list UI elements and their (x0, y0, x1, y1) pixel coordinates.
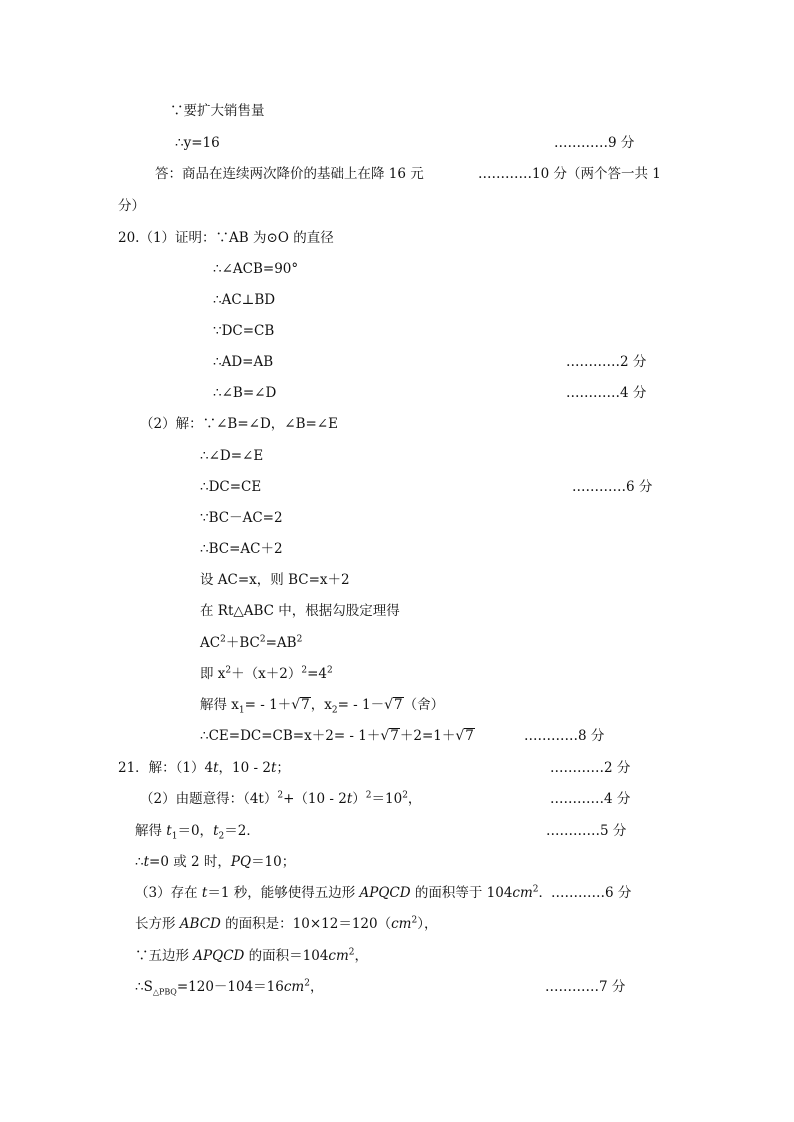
subscript: 1 (238, 705, 245, 716)
formula-part: 长方形 (135, 916, 180, 932)
formula-part: AC (200, 635, 221, 651)
unit-cm: cm (391, 916, 412, 932)
subscript: 1 (171, 831, 178, 842)
formula-part: =120－104＝16 (176, 979, 284, 995)
formula-part: ＝2． (224, 823, 260, 839)
superscript: 2 (220, 634, 226, 645)
var-t: t (213, 823, 219, 839)
superscript: 2 (259, 634, 266, 645)
formula-part: ＋2=1＋ (399, 728, 456, 744)
formula-part: +（10 - 2 (283, 791, 347, 807)
score-2b: …………2 分 (550, 760, 631, 776)
formula-part: ＋BC (225, 635, 260, 651)
radical-sign: √ (455, 728, 465, 744)
superscript: 2 (304, 978, 310, 989)
q21-part1 (118, 758, 290, 778)
score-9: …………9 分 (554, 135, 635, 151)
formula-part: ． (538, 885, 553, 901)
q21-part2 (140, 789, 421, 809)
q20-step-f: ∴∠D=∠E (200, 448, 264, 464)
formula-part: = - 1－ (337, 697, 385, 713)
formula-part: ， (354, 948, 369, 964)
superscript: 2 (365, 790, 372, 801)
superscript: 2 (411, 915, 418, 926)
q20-step-o (200, 726, 475, 746)
formula-part: ＝10； (251, 854, 296, 870)
radicand: 7 (390, 728, 399, 744)
subscript: 2 (331, 705, 338, 716)
var-t: t (213, 760, 219, 776)
q20-part2: （2）解：∵∠B=∠D，∠B=∠E (140, 416, 338, 432)
score-7: …………7 分 (545, 979, 626, 995)
var-t: t (346, 791, 353, 807)
formula-part: =AB (265, 635, 297, 651)
formula-part: （3）存在 (135, 885, 202, 901)
superscript: 2 (402, 790, 408, 801)
score-2a: …………2 分 (566, 354, 647, 370)
score-4b: …………4 分 (550, 791, 631, 807)
formula-part: （2）由题意得：（4t） (140, 791, 278, 807)
formula-part: （舍） (403, 697, 445, 713)
var-t: t (143, 854, 150, 870)
q21-rect-area (135, 914, 437, 934)
formula-part: ； (276, 760, 290, 776)
formula-part: ＝1 秒，能够使得五边形 (207, 885, 360, 901)
radicand: 7 (465, 728, 474, 744)
formula-part: ∴ (135, 854, 144, 870)
q20-step-l (200, 633, 302, 653)
score-8a: …………8 分 (524, 728, 605, 744)
var-apqcd: APQCD (193, 948, 245, 964)
text-line-4: 分） (118, 198, 145, 214)
formula-part: ＝0， (177, 823, 214, 839)
radicand: 7 (301, 697, 310, 713)
q20-step-c: ∵DC=CB (213, 323, 275, 339)
formula-part: ， (309, 979, 324, 995)
subscript: △PBQ (152, 987, 177, 997)
var-t: t (166, 823, 172, 839)
q20-step-a: ∴∠ACB=90° (213, 261, 299, 277)
superscript: 2 (277, 790, 284, 801)
score-5: …………5 分 (546, 823, 627, 839)
q20-step-h: ∵BC－AC=2 (200, 510, 283, 526)
score-6b: …………6 分 (551, 885, 632, 901)
formula-part: ∴CE=DC=CB=x＋2= - 1＋ (200, 728, 381, 744)
unit-cm: cm (512, 885, 533, 901)
q20-step-g: ∴DC=CE (200, 479, 262, 495)
formula-part: = - 1＋ (244, 697, 292, 713)
var-abcd: ABCD (179, 916, 221, 932)
radical-sign: √ (380, 728, 390, 744)
score-6a: …………6 分 (572, 479, 653, 495)
q21-conclusion (135, 852, 295, 872)
q20-step-b: ∴AC⊥BD (213, 292, 276, 308)
formula-part: ， (407, 791, 422, 807)
var-t: t (201, 885, 208, 901)
score-4a: …………4 分 (566, 385, 647, 401)
var-pq: PQ (230, 854, 252, 870)
q21-solve (135, 821, 260, 841)
q20-step-i: ∴BC=AC＋2 (200, 541, 283, 557)
q21-pentagon-area (135, 946, 368, 966)
superscript: 2 (301, 665, 308, 676)
text-line-1: ∵要扩大销售量 (170, 103, 265, 119)
formula-part: =4 (307, 666, 327, 682)
formula-part: =0 或 2 时， (149, 854, 231, 870)
q21-part3 (135, 883, 552, 903)
formula-part: 的面积＝104 (244, 948, 329, 964)
formula-part: 即 x (200, 666, 226, 682)
formula-part: ∴S (135, 979, 153, 995)
superscript: 2 (532, 884, 539, 895)
score-10: …………10 分（两个答一共 1 (478, 166, 661, 182)
q20-step-k: 在 Rt△ABC 中，根据勾股定理得 (200, 603, 400, 619)
radical-sign: √ (291, 697, 301, 713)
q21-triangle-area (135, 977, 323, 997)
q20-step-e: ∴∠B=∠D (213, 385, 277, 401)
superscript: 2 (296, 634, 303, 645)
superscript: 2 (225, 665, 232, 676)
formula-part: 解得 x (200, 697, 239, 713)
q20-step-m (200, 664, 333, 684)
formula-part: ，x (310, 697, 332, 713)
formula-part: ） (352, 791, 366, 807)
superscript: 2 (348, 947, 355, 958)
formula-part: 解得 (135, 823, 167, 839)
formula-part: ＝10 (371, 791, 403, 807)
formula-part: ＋（x＋2） (231, 666, 302, 682)
radicand: 7 (394, 697, 403, 713)
formula-part: ∵五边形 (135, 948, 194, 964)
formula-part: ）， (417, 916, 438, 932)
q20-step-j: 设 AC=x，则 BC=x＋2 (200, 572, 350, 588)
unit-cm: cm (328, 948, 349, 964)
q20-step-n (200, 695, 444, 715)
radical-sign: √ (384, 697, 394, 713)
q20-step-d: ∴AD=AB (213, 354, 274, 370)
unit-cm: cm (283, 979, 305, 995)
formula-part: 21．解：（1）4 (118, 760, 214, 776)
q20-heading: 20.（1）证明：∵AB 为⊙O 的直径 (118, 230, 334, 246)
formula-part: 的面积是：10×12＝120（ (220, 916, 392, 932)
var-t: t (270, 760, 277, 776)
var-apqcd: APQCD (359, 885, 411, 901)
text-line-2: ∴y=16 (175, 135, 220, 151)
formula-part: ，10 - 2 (218, 760, 271, 776)
formula-part: 的面积等于 104 (410, 885, 513, 901)
superscript: 2 (326, 665, 333, 676)
text-line-3: 答：商品在连续两次降价的基础上在降 16 元 (155, 166, 424, 182)
subscript: 2 (218, 831, 225, 842)
